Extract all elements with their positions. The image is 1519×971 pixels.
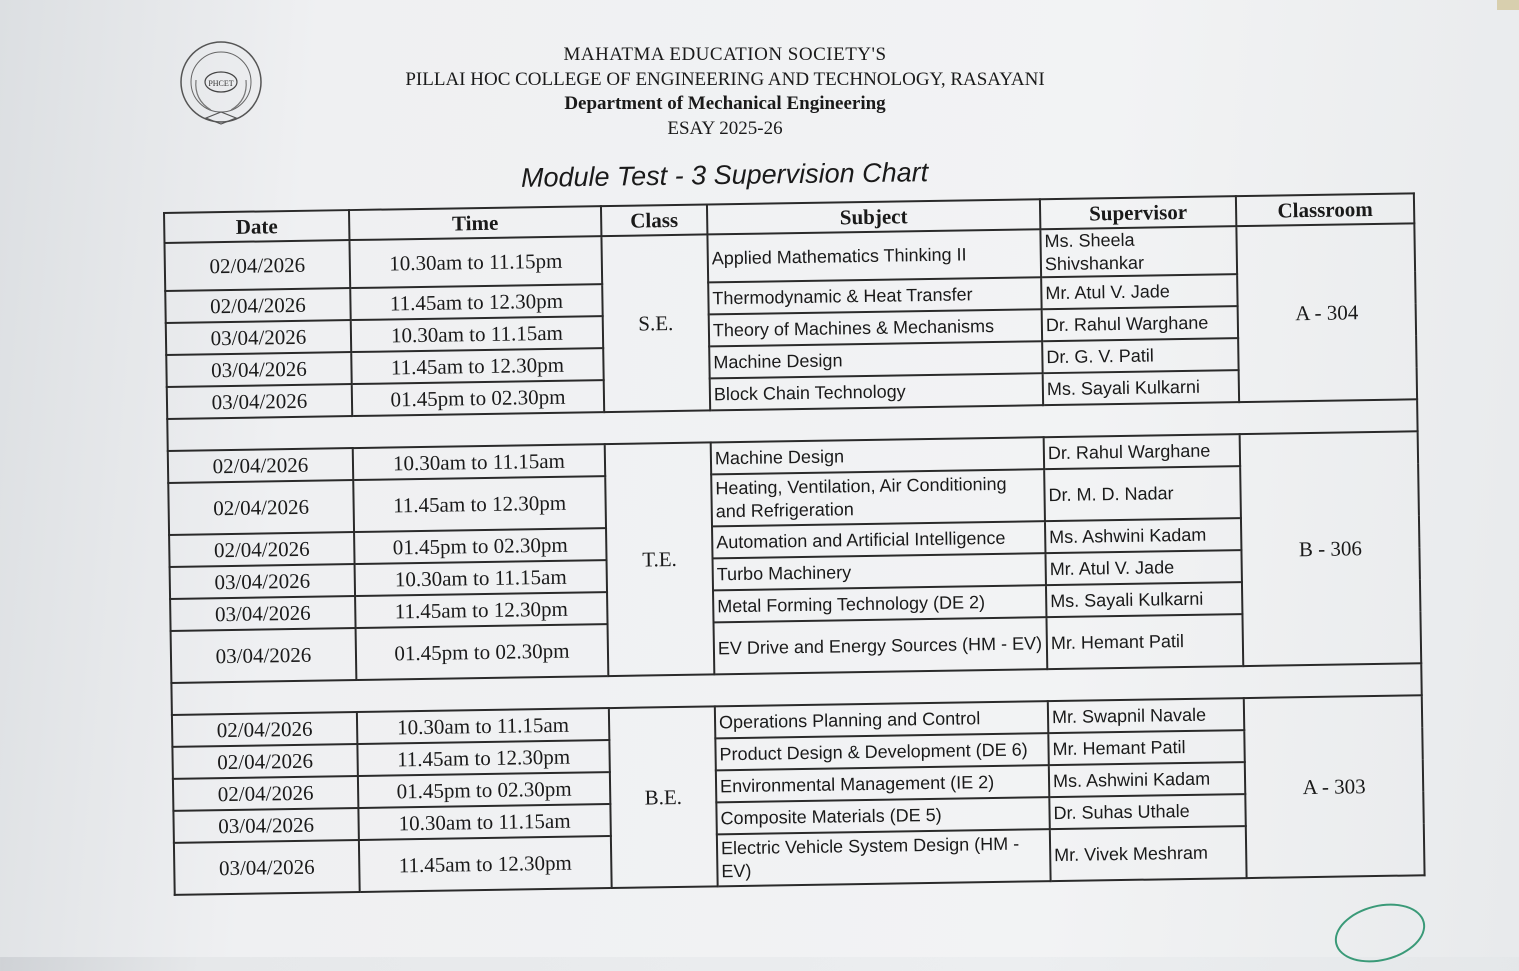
subject-cell: Theory of Machines & Mechanisms [709, 309, 1042, 346]
header-subject: Subject [707, 199, 1040, 234]
time-cell: 10.30am to 11.15am [358, 804, 610, 840]
supervisor-cell: Dr. Rahul Warghane [1044, 434, 1240, 469]
class-cell-te: T.E. [605, 442, 715, 676]
subject-cell: Automation and Artificial Intelligence [712, 521, 1045, 558]
supervisor-cell: Dr. Rahul Warghane [1042, 306, 1238, 341]
logo-text: PHCET [208, 79, 234, 88]
date-cell: 02/04/2026 [164, 240, 350, 291]
date-cell: 03/04/2026 [171, 628, 357, 683]
subject-cell: EV Drive and Energy Sources (HM - EV) [714, 617, 1048, 674]
subject-cell: Thermodynamic & Heat Transfer [708, 277, 1041, 314]
time-cell: 01.45pm to 02.30pm [354, 528, 606, 564]
time-cell: 10.30am to 11.15am [353, 444, 605, 480]
subject-cell: Turbo Machinery [713, 553, 1046, 590]
college-name: PILLAI HOC COLLEGE OF ENGINEERING AND TECHNOLOGY, RASAYANI [405, 69, 1045, 90]
supervisor-cell: Ms. Sayali Kulkarni [1043, 370, 1239, 405]
time-cell: 11.45am to 12.30pm [350, 284, 602, 320]
time-cell: 11.45am to 12.30pm [357, 740, 609, 776]
date-cell: 02/04/2026 [172, 744, 357, 779]
supervisor-cell: Dr. M. D. Nadar [1044, 466, 1241, 521]
date-cell: 02/04/2026 [168, 448, 353, 483]
subject-cell: Machine Design [711, 437, 1044, 474]
time-cell: 11.45am to 12.30pm [359, 836, 612, 892]
subject-cell: Heating, Ventilation, Air Conditioning and Refrigeration [711, 469, 1045, 526]
header-date: Date [164, 210, 349, 243]
supervisor-cell: Ms. Ashwini Kadam [1045, 518, 1241, 553]
subject-cell: Electric Vehicle System Design (HM - EV) [717, 829, 1051, 886]
class-cell-be: B.E. [609, 706, 718, 888]
time-cell: 10.30am to 11.15am [357, 708, 609, 744]
subject-cell: Applied Mathematics Thinking II [707, 229, 1041, 282]
society-name: MAHATMA EDUCATION SOCIETY'S [563, 44, 887, 65]
academic-year: ESAY 2025-26 [667, 118, 783, 139]
header-supervisor: Supervisor [1040, 196, 1236, 229]
date-cell: 03/04/2026 [167, 384, 352, 419]
chart-title: Module Test - 3 Supervision Chart [520, 157, 929, 193]
supervisor-cell: Ms. Sheela Shivshankar [1040, 226, 1237, 277]
supervisor-cell: Ms. Sayali Kulkarni [1046, 582, 1242, 617]
subject-cell: Environmental Management (IE 2) [716, 765, 1049, 802]
date-cell: 02/04/2026 [168, 480, 354, 535]
time-cell: 01.45pm to 02.30pm [352, 380, 604, 416]
date-cell: 02/04/2026 [169, 532, 354, 567]
supervisor-cell: Mr. Atul V. Jade [1041, 274, 1237, 309]
date-cell: 03/04/2026 [166, 352, 351, 387]
subject-cell: Metal Forming Technology (DE 2) [713, 585, 1046, 622]
supervisor-cell: Mr. Hemant Patil [1046, 614, 1243, 669]
classroom-cell-be: A - 303 [1244, 695, 1425, 878]
time-cell: 10.30am to 11.15am [351, 316, 603, 352]
date-cell: 02/04/2026 [165, 288, 350, 323]
supervision-table-wrap [163, 192, 1424, 924]
supervisor-cell: Mr. Hemant Patil [1048, 730, 1244, 765]
subject-cell: Composite Materials (DE 5) [716, 797, 1049, 834]
subject-cell: Block Chain Technology [710, 373, 1043, 410]
subject-cell: Machine Design [709, 341, 1042, 378]
date-cell: 03/04/2026 [174, 840, 360, 895]
header-time: Time [349, 206, 601, 240]
classroom-cell-se: A - 304 [1236, 223, 1417, 402]
document-header [380, 44, 1070, 140]
classroom-cell-te: B - 306 [1240, 431, 1422, 666]
supervisor-cell: Dr. Suhas Uthale [1049, 794, 1245, 829]
department-name: Department of Mechanical Engineering [564, 93, 886, 114]
supervisor-cell: Dr. G. V. Patil [1042, 338, 1238, 373]
time-cell: 01.45pm to 02.30pm [358, 772, 610, 808]
time-cell: 01.45pm to 02.30pm [356, 624, 609, 680]
date-cell: 03/04/2026 [173, 808, 358, 843]
class-cell-se: S.E. [601, 234, 710, 412]
date-cell: 03/04/2026 [170, 564, 355, 599]
supervisor-cell: Mr. Swapnil Navale [1048, 698, 1244, 733]
date-cell: 02/04/2026 [172, 712, 357, 747]
college-logo [176, 40, 266, 132]
header-classroom: Classroom [1236, 193, 1414, 226]
header-class: Class [601, 204, 707, 236]
subject-cell: Product Design & Development (DE 6) [715, 733, 1048, 770]
time-cell: 10.30am to 11.15am [355, 560, 607, 596]
date-cell: 02/04/2026 [173, 776, 358, 811]
time-cell: 11.45am to 12.30pm [353, 476, 606, 532]
supervisor-cell: Mr. Atul V. Jade [1045, 550, 1241, 585]
paper-edge [1497, 0, 1519, 10]
supervision-table [163, 192, 1426, 896]
date-cell: 03/04/2026 [170, 596, 355, 631]
supervisor-cell: Mr. Vivek Meshram [1050, 826, 1247, 881]
subject-cell: Operations Planning and Control [715, 701, 1048, 738]
supervisor-cell: Ms. Ashwini Kadam [1049, 762, 1245, 797]
time-cell: 10.30am to 11.15pm [349, 236, 602, 288]
time-cell: 11.45am to 12.30pm [355, 592, 607, 628]
date-cell: 03/04/2026 [166, 320, 351, 355]
time-cell: 11.45am to 12.30pm [351, 348, 603, 384]
